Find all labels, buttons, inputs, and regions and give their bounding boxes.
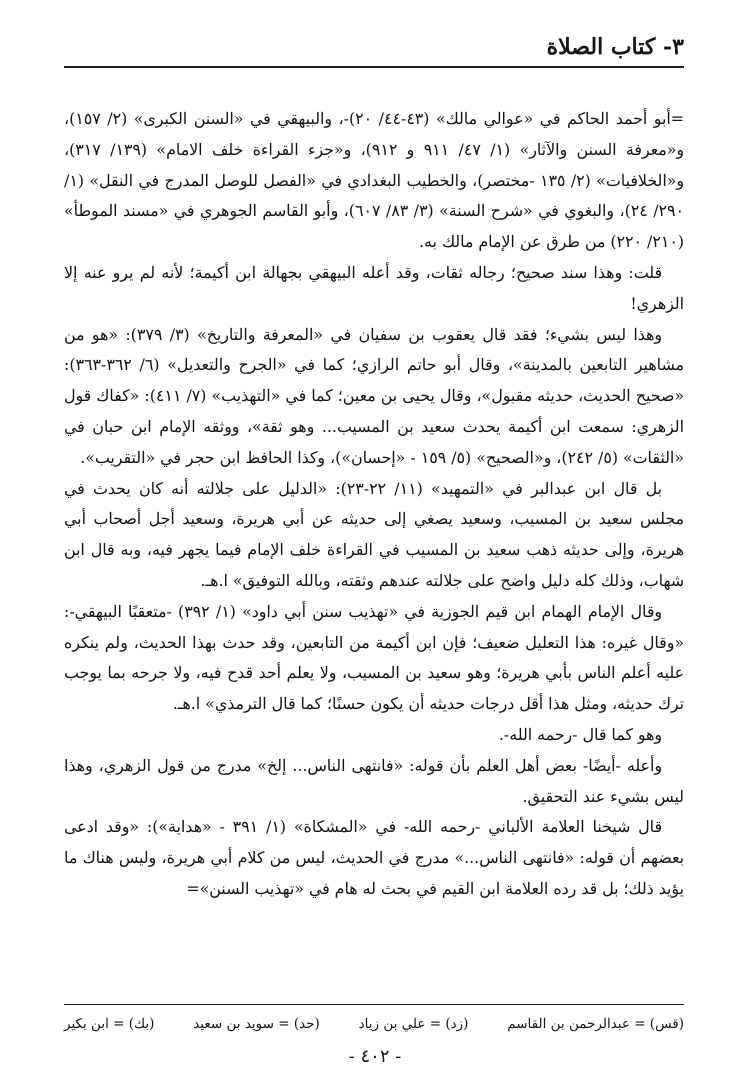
paragraph-8: قال شيخنا العلامة الألباني -رحمه الله- في «المشكاة» (١/ ٣٩١ - «هداية»): «وقد ادعى بعضهم أن قوله: «فانتهى الناس...» مدرج في الحديث، ليس من كلام أبي هريرة، وليس هناك ما يؤيد ذلك؛ بل قد رده العلامة ابن القيم في بحث له هام في «تهذيب السنن»= bbox=[64, 817, 684, 898]
paragraph-6: وهو كما قال -رحمه الله-. bbox=[498, 724, 662, 744]
paragraph-3: وهذا ليس بشيء؛ فقد قال يعقوب بن سفيان في «المعرفة والتاريخ» (٣/ ٣٧٩): «هو من مشاهير التابعين بالمدينة»، وقال أبو حاتم الرازي؛ كما في «الجرح والتعديل» (٦/ ٣٦٢-٣٦٣): «صحيح الحديث، حديثه مقبول»، وقال يحيى بن معين؛ كما في «التهذيب» (٧/ ٤١١): «كفاك قول الزهري: سمعت ابن أكيمة يحدث سعيد بن المسيب... وهو ثقة»، ووثقه الإمام ابن حبان في «الثقات» (٥/ ٢٤٢)، و«الصحيح» (٥/ ١٥٩ - «إحسان»)، وكذا الحافظ ابن حجر في «التقريب». bbox=[64, 324, 684, 467]
paragraph-1: =أبو أحمد الحاكم في «عوالي مالك» (٤٣-٤٤/ ٢٠)-، والبيهقي في «السنن الكبرى» (٢/ ١٥٧)، و«معرفة السنن والآثار» (١/ ٤٧/ ٩١١ و ٩١٢)، و«جزء القراءة خلف الامام» (١٣٩/ ٣١٧)، و«الخلافيات» (٢/ ١٣٥ -مختصر)، والخطيب البغدادي في «الفصل للوصل المدرج في النقل» (١/ ٢٩٠/ ٢٤)، والبغوي في «شرح السنة» (٣/ ٨٣/ ٦٠٧)، وأبو القاسم الجوهري في «مسند الموطأ» (٢١٠/ ٢٢٠) من طرق عن الإمام مالك به. bbox=[64, 109, 684, 252]
page-number: - ٤٠٢ - bbox=[348, 1046, 402, 1067]
footer-divider bbox=[64, 1004, 684, 1005]
abbreviation-bk: (بك) = ابن بكير bbox=[64, 1016, 155, 1032]
main-text bbox=[64, 104, 684, 996]
paragraph-2: قلت: وهذا سند صحيح؛ رجاله ثقات، وقد أعله البيهقي بجهالة ابن أكيمة؛ لأنه لم يرو عنه إلا الزهري! bbox=[64, 262, 684, 313]
paragraph-4: بل قال ابن عبدالبر في «التمهيد» (١١/ ٢٢-٢٣): «الدليل على جلالته أنه كان يحدث في مجلس سعيد بن المسيب، وسعيد يصغي إلى حديثه عن أبي هريرة، وسعيد أجل أصحاب أبي هريرة، وإلى حديثه ذهب سعيد بن المسيب في القراءة خلف الإمام فيما يجهر فيه، وبه قال ابن شهاب، وذلك كله دليل واضح على جلالته عندهم وثقته، وبالله التوفيق» ا.هـ. bbox=[64, 478, 684, 590]
paragraph-7: وأعله -أيضًا- بعض أهل العلم بأن قوله: «فانتهى الناس... إلخ» مدرج من قول الزهري، وهذا ليس بشيء عند التحقيق. bbox=[64, 755, 684, 806]
header-divider bbox=[64, 66, 684, 68]
abbreviation-hd: (حد) = سويد بن سعيد bbox=[193, 1016, 320, 1032]
abbreviation-qs: (قس) = عبدالرحمن بن القاسم bbox=[507, 1016, 684, 1032]
chapter-title: ٣- كتاب الصلاة bbox=[546, 34, 684, 60]
abbreviation-zd: (زد) = علي بن زياد bbox=[358, 1016, 469, 1032]
footnote-abbreviations bbox=[64, 1016, 684, 1032]
paragraph-5: وقال الإمام الهمام ابن قيم الجوزية في «تهذيب سنن أبي داود» (١/ ٣٩٢) -متعقبًا البيهقي-: «وقال غيره: هذا التعليل ضعيف؛ فإن ابن أكيمة من التابعين، وقد حدث بهذا الحديث، ولم ينكره عليه أعلم الناس بأبي هريرة؛ وهو سعيد بن المسيب، ولا يعلم أحد قدح فيه، ولا جرحه بما يوجب ترك حديثه، ومثل هذا أقل درجات حديثه أن يكون حسنًا؛ كما قال الترمذي» ا.هـ. bbox=[64, 601, 684, 714]
